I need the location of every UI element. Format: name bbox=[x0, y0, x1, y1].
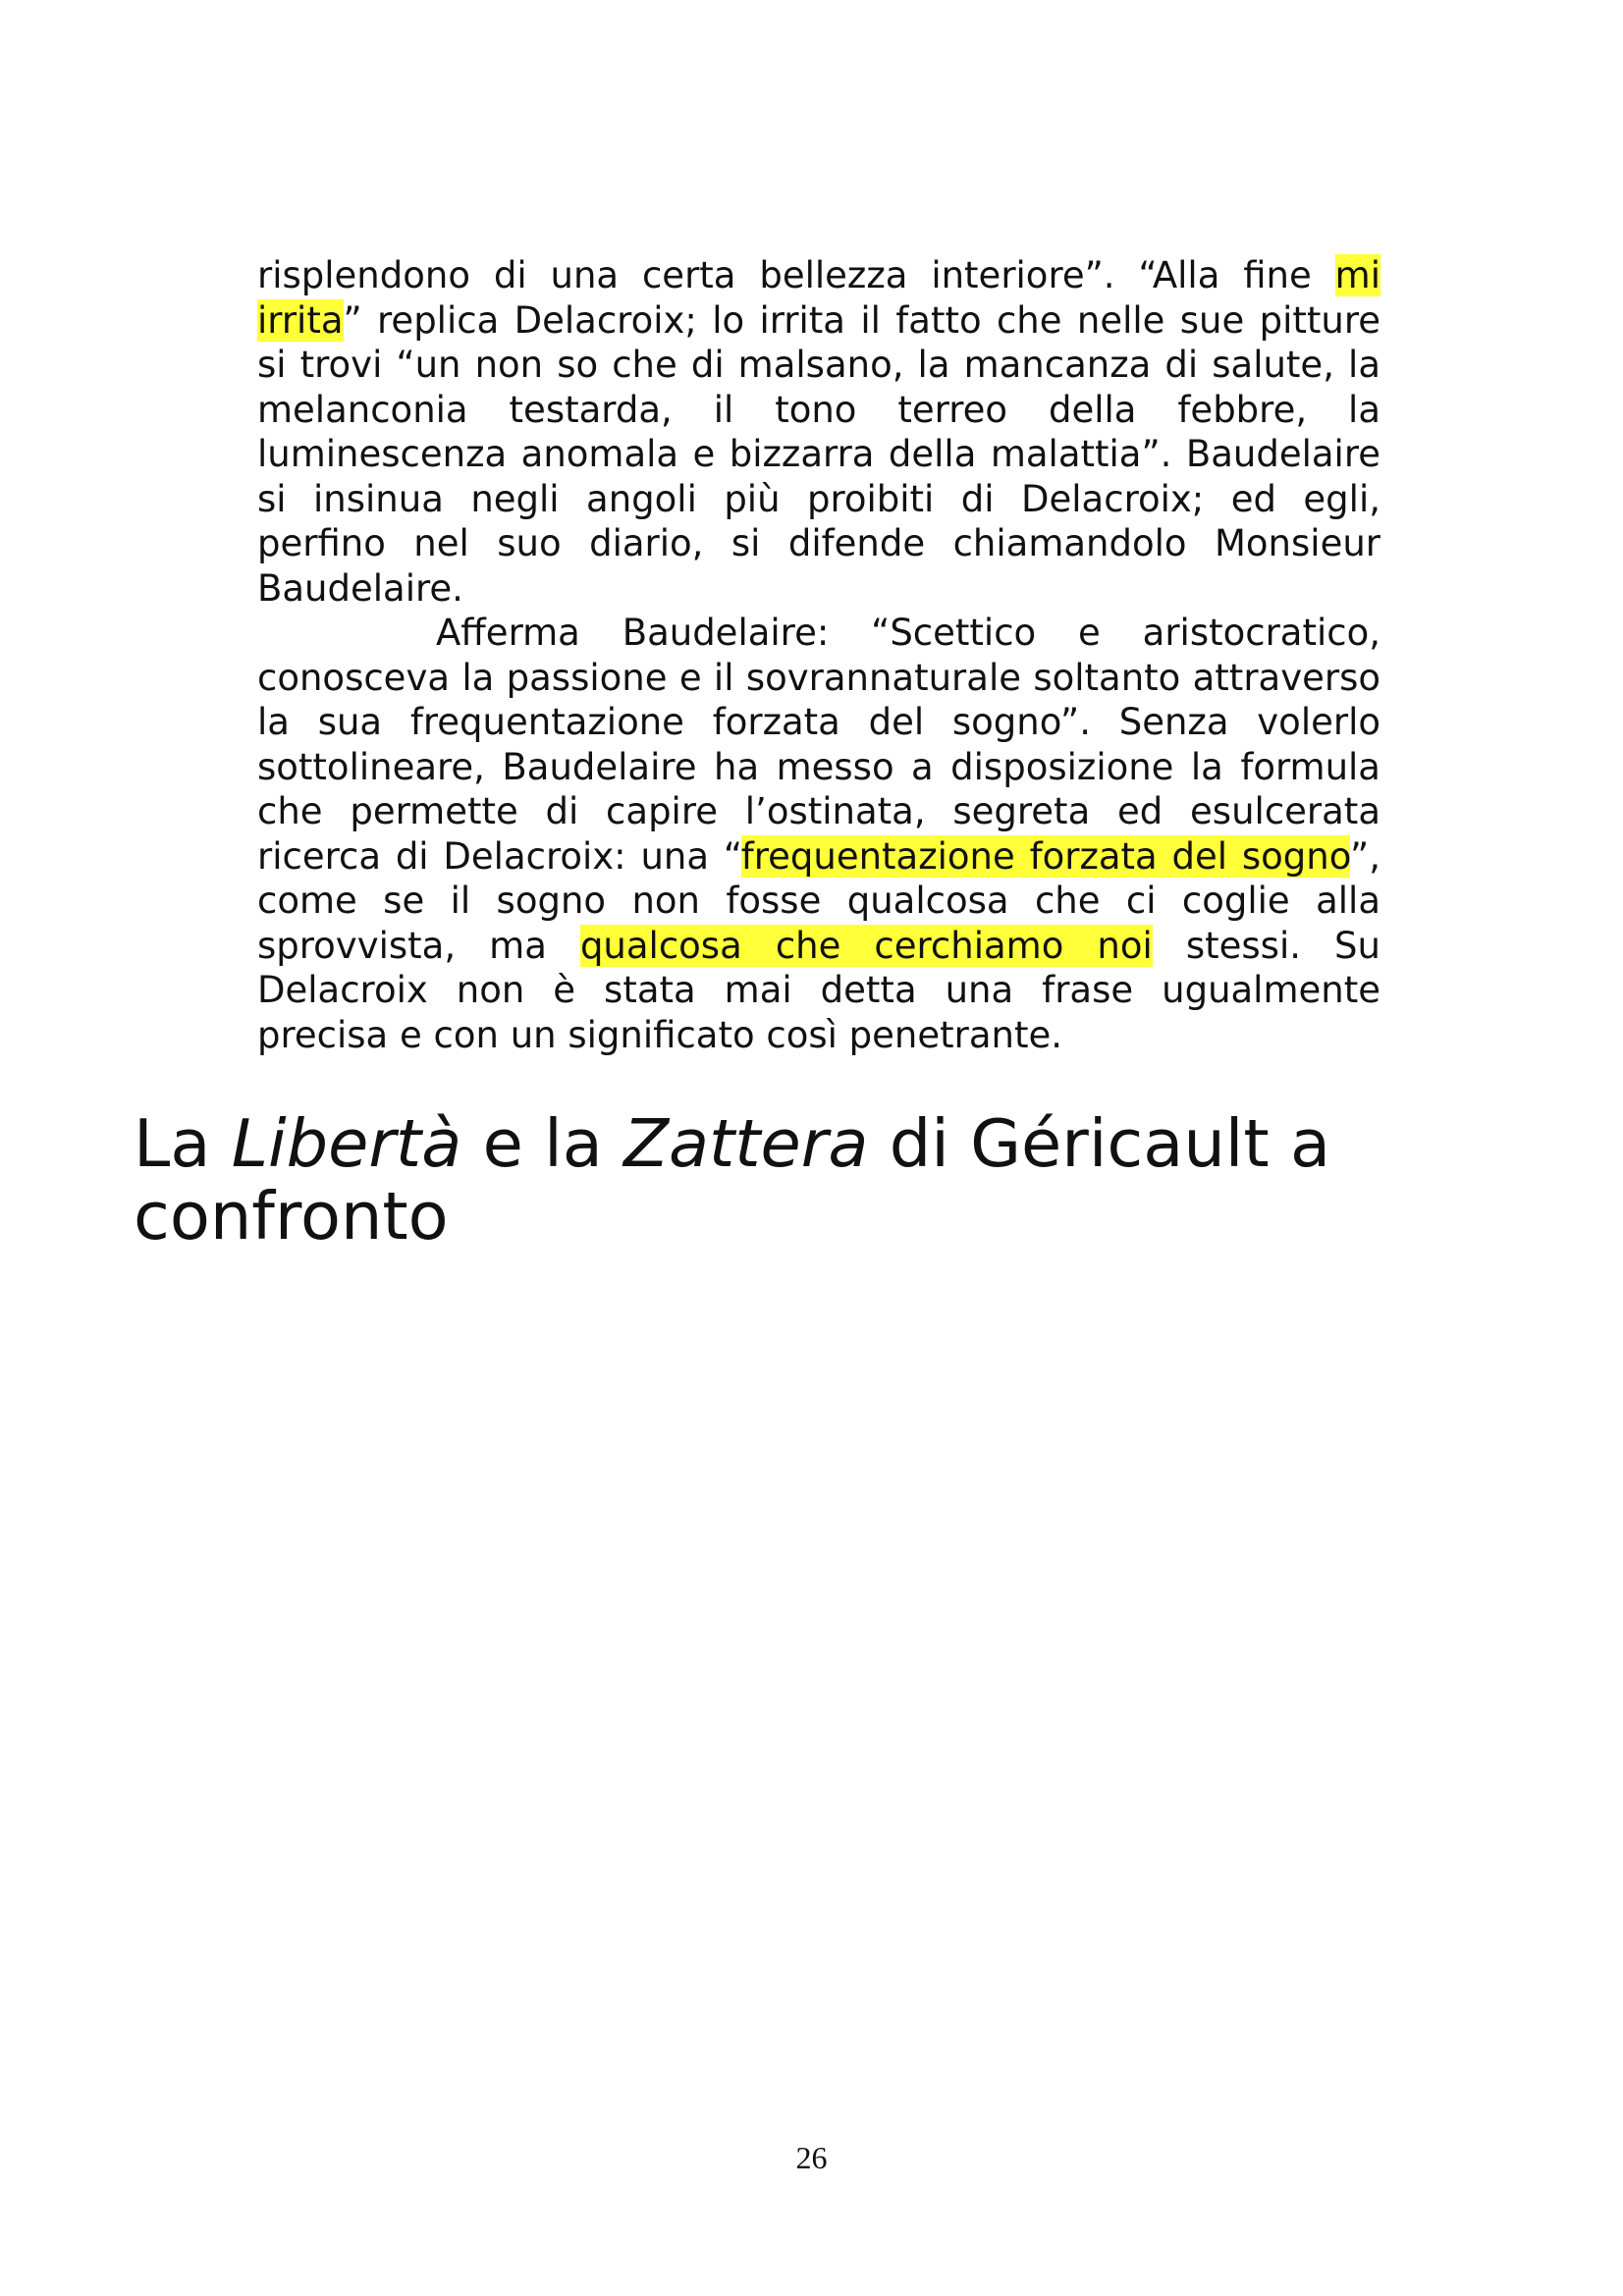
heading-part-1: La bbox=[134, 1105, 232, 1182]
section-heading bbox=[134, 1107, 1390, 1253]
heading-italic-liberta: Libertà bbox=[231, 1105, 462, 1182]
page-number: 26 bbox=[795, 2140, 828, 2175]
body-text bbox=[257, 253, 1380, 1057]
paragraph-1-text: risplendono di una certa bellezza interiore”. “Alla fine bbox=[257, 254, 1335, 296]
paragraph-2-text: Afferma Baudelaire: “Scettico e aristocratico, conosceva la passione e il sovrannaturale soltanto attraverso la sua frequentazione forzata del sogno”. Senza volerlo sottolineare, Baudelaire ha messo a disposizione la formula che permette di capire l’ostinata, segreta ed esulcerata ricerca di Delacroix: una “ bbox=[257, 612, 1380, 878]
highlight-mi-irrita: mi irrita bbox=[257, 254, 1380, 342]
highlight-qualcosa: qualcosa che cerchiamo noi bbox=[579, 924, 1153, 967]
paragraph-2-text-end: stessi. Su Delacroix non è stata mai detta una frase ugualmente precisa e con un significato così penetrante. bbox=[257, 924, 1380, 1056]
paragraph-1 bbox=[257, 253, 1380, 611]
heading-part-3: di Géricault a confronto bbox=[134, 1105, 1331, 1255]
paragraph-2 bbox=[257, 611, 1380, 1057]
paragraph-2-text-continued: ”, come se il sogno non fosse qualcosa che ci coglie alla sprovvista, ma bbox=[257, 834, 1380, 967]
highlight-frequentazione: frequentazione forzata del sogno bbox=[740, 834, 1351, 878]
heading-italic-zattera: Zattera bbox=[623, 1105, 869, 1182]
paragraph-1-text-continued: ” replica Delacroix; lo irrita il fatto che nelle sue pitture si trovi “un non so che di malsano, la mancanza di salute, la melanconia testarda, il tono terreo della febbre, la luminescenza anomala e bizzarra della malattia”. Baudelaire si insinua negli angoli più proibiti di Delacroix; ed egli, perfino nel suo diario, si difende chiamandolo Monsieur Baudelaire. bbox=[257, 298, 1380, 610]
heading-part-2: e la bbox=[461, 1105, 624, 1182]
